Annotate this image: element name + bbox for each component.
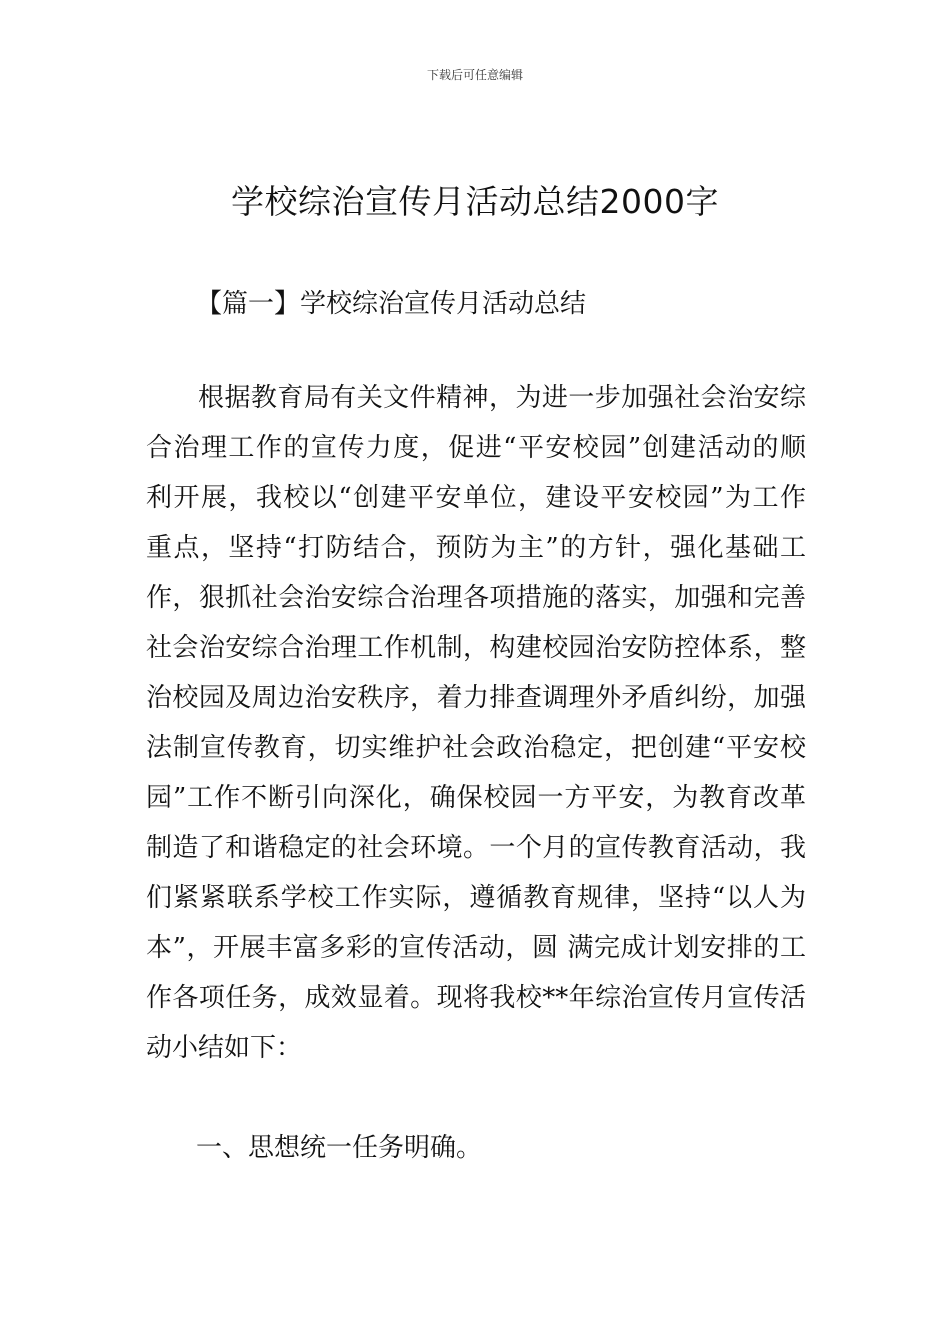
paragraph-line: 作，狠抓社会治安综合治理各项措施的落实，加强和完善 xyxy=(146,583,806,613)
paragraph-line: 治校园及周边治安秩序，着力排查调理外矛盾纠纷，加强 xyxy=(146,683,806,713)
paragraph-line: 本”，开展丰富多彩的宣传活动，圆 满完成计划安排的工 xyxy=(146,933,806,963)
paragraph-line: 社会治安综合治理工作机制，构建校园治安防控体系，整 xyxy=(146,633,806,663)
paragraph-line: 利开展，我校以“创建平安单位，建设平安校园”为工作 xyxy=(146,483,806,513)
paragraph-line: 作各项任务，成效显着。现将我校**年综治宣传月宣传活 xyxy=(146,983,806,1013)
paragraph-line: 重点，坚持“打防结合，预防为主”的方针，强化基础工 xyxy=(146,533,806,563)
document-title: 学校综治宣传月活动总结2000字 xyxy=(231,182,719,221)
section-title: 【篇一】学校综治宣传月活动总结 xyxy=(196,289,587,319)
paragraph-line: 动小结如下： xyxy=(146,1033,303,1063)
subheading: 一、思想统一任务明确。 xyxy=(196,1133,483,1163)
paragraph-line: 制造了和谐稳定的社会环境。一个月的宣传教育活动，我 xyxy=(146,833,806,863)
paragraph-line: 合治理工作的宣传力度，促进“平安校园”创建活动的顺 xyxy=(146,433,806,463)
paragraph-line: 园”工作不断引向深化，确保校园一方平安，为教育改革 xyxy=(146,783,806,813)
paragraph-line: 们紧紧联系学校工作实际，遵循教育规律，坚持“以人为 xyxy=(146,883,806,913)
body-paragraph xyxy=(146,380,806,1080)
header-note: 下载后可任意编辑 xyxy=(426,68,523,82)
paragraph-line: 法制宣传教育，切实维护社会政治稳定，把创建“平安校 xyxy=(146,733,806,763)
paragraph-line: 根据教育局有关文件精神，为进一步加强社会治安综 xyxy=(198,383,806,413)
